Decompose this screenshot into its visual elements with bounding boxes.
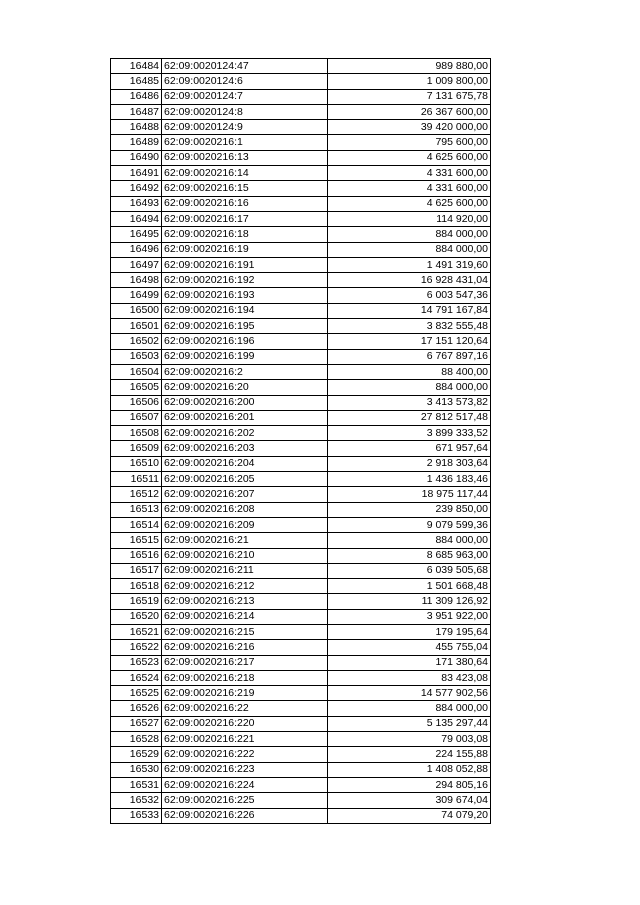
cadastral-number-cell: 62:09:0020216:224 [162, 777, 328, 792]
table-row [111, 89, 491, 104]
table-row [111, 640, 491, 655]
table-row [111, 334, 491, 349]
row-number-cell: 16517 [111, 563, 162, 578]
amount-cell: 884 000,00 [328, 227, 491, 242]
amount-cell: 884 000,00 [328, 533, 491, 548]
cadastral-number-cell: 62:09:0020216:13 [162, 150, 328, 165]
table-row [111, 579, 491, 594]
table-row [111, 456, 491, 471]
amount-cell: 6 767 897,16 [328, 349, 491, 364]
cadastral-number-cell: 62:09:0020216:15 [162, 181, 328, 196]
cadastral-number-cell: 62:09:0020216:223 [162, 762, 328, 777]
cadastral-number-cell: 62:09:0020216:195 [162, 319, 328, 334]
cadastral-number-cell: 62:09:0020216:193 [162, 288, 328, 303]
cadastral-number-cell: 62:09:0020216:213 [162, 594, 328, 609]
row-number-cell: 16489 [111, 135, 162, 150]
cadastral-number-cell: 62:09:0020216:14 [162, 166, 328, 181]
amount-cell: 83 423,08 [328, 670, 491, 685]
amount-cell: 27 812 517,48 [328, 410, 491, 425]
cadastral-number-cell: 62:09:0020216:191 [162, 257, 328, 272]
table-body [111, 59, 491, 824]
row-number-cell: 16528 [111, 732, 162, 747]
table-row [111, 364, 491, 379]
cadastral-number-cell: 62:09:0020216:209 [162, 517, 328, 532]
cadastral-number-cell: 62:09:0020216:21 [162, 533, 328, 548]
row-number-cell: 16486 [111, 89, 162, 104]
row-number-cell: 16510 [111, 456, 162, 471]
data-table-container [110, 58, 491, 824]
amount-cell: 171 380,64 [328, 655, 491, 670]
amount-cell: 294 805,16 [328, 777, 491, 792]
row-number-cell: 16525 [111, 686, 162, 701]
row-number-cell: 16527 [111, 716, 162, 731]
table-row [111, 793, 491, 808]
amount-cell: 3 899 333,52 [328, 426, 491, 441]
cadastral-number-cell: 62:09:0020216:201 [162, 410, 328, 425]
table-row [111, 181, 491, 196]
row-number-cell: 16507 [111, 410, 162, 425]
row-number-cell: 16504 [111, 364, 162, 379]
amount-cell: 39 420 000,00 [328, 120, 491, 135]
cadastral-number-cell: 62:09:0020216:222 [162, 747, 328, 762]
cadastral-number-cell: 62:09:0020216:220 [162, 716, 328, 731]
amount-cell: 884 000,00 [328, 242, 491, 257]
table-row [111, 104, 491, 119]
table-row [111, 380, 491, 395]
cadastral-number-cell: 62:09:0020216:2 [162, 364, 328, 379]
row-number-cell: 16500 [111, 303, 162, 318]
table-row [111, 135, 491, 150]
cadastral-number-cell: 62:09:0020216:16 [162, 196, 328, 211]
table-row [111, 472, 491, 487]
amount-cell: 1 491 319,60 [328, 257, 491, 272]
cadastral-number-cell: 62:09:0020216:211 [162, 563, 328, 578]
table-row [111, 166, 491, 181]
amount-cell: 26 367 600,00 [328, 104, 491, 119]
cadastral-number-cell: 62:09:0020216:203 [162, 441, 328, 456]
row-number-cell: 16495 [111, 227, 162, 242]
cadastral-number-cell: 62:09:0020216:204 [162, 456, 328, 471]
row-number-cell: 16530 [111, 762, 162, 777]
amount-cell: 224 155,88 [328, 747, 491, 762]
amount-cell: 18 975 117,44 [328, 487, 491, 502]
cadastral-number-cell: 62:09:0020216:18 [162, 227, 328, 242]
row-number-cell: 16484 [111, 59, 162, 74]
amount-cell: 989 880,00 [328, 59, 491, 74]
table-row [111, 319, 491, 334]
row-number-cell: 16529 [111, 747, 162, 762]
amount-cell: 3 832 555,48 [328, 319, 491, 334]
cadastral-number-cell: 62:09:0020216:1 [162, 135, 328, 150]
table-row [111, 777, 491, 792]
row-number-cell: 16514 [111, 517, 162, 532]
table-row [111, 288, 491, 303]
amount-cell: 309 674,04 [328, 793, 491, 808]
cadastral-number-cell: 62:09:0020124:8 [162, 104, 328, 119]
table-row [111, 701, 491, 716]
row-number-cell: 16532 [111, 793, 162, 808]
amount-cell: 1 436 183,46 [328, 472, 491, 487]
table-row [111, 655, 491, 670]
cadastral-number-cell: 62:09:0020216:199 [162, 349, 328, 364]
cadastral-number-cell: 62:09:0020216:202 [162, 426, 328, 441]
cadastral-number-cell: 62:09:0020216:196 [162, 334, 328, 349]
cadastral-number-cell: 62:09:0020216:217 [162, 655, 328, 670]
cadastral-number-cell: 62:09:0020216:22 [162, 701, 328, 716]
cadastral-number-cell: 62:09:0020216:219 [162, 686, 328, 701]
cadastral-number-cell: 62:09:0020124:7 [162, 89, 328, 104]
amount-cell: 4 625 600,00 [328, 196, 491, 211]
row-number-cell: 16485 [111, 74, 162, 89]
cadastral-number-cell: 62:09:0020216:205 [162, 472, 328, 487]
row-number-cell: 16488 [111, 120, 162, 135]
table-row [111, 502, 491, 517]
row-number-cell: 16519 [111, 594, 162, 609]
row-number-cell: 16522 [111, 640, 162, 655]
row-number-cell: 16490 [111, 150, 162, 165]
amount-cell: 8 685 963,00 [328, 548, 491, 563]
table-row [111, 594, 491, 609]
cadastral-number-cell: 62:09:0020216:216 [162, 640, 328, 655]
cadastral-number-cell: 62:09:0020216:212 [162, 579, 328, 594]
row-number-cell: 16520 [111, 609, 162, 624]
row-number-cell: 16513 [111, 502, 162, 517]
table-row [111, 533, 491, 548]
amount-cell: 455 755,04 [328, 640, 491, 655]
amount-cell: 671 957,64 [328, 441, 491, 456]
amount-cell: 3 951 922,00 [328, 609, 491, 624]
cadastral-number-cell: 62:09:0020216:207 [162, 487, 328, 502]
amount-cell: 11 309 126,92 [328, 594, 491, 609]
table-row [111, 762, 491, 777]
table-row [111, 196, 491, 211]
table-row [111, 426, 491, 441]
amount-cell: 9 079 599,36 [328, 517, 491, 532]
cadastral-number-cell: 62:09:0020216:214 [162, 609, 328, 624]
row-number-cell: 16499 [111, 288, 162, 303]
row-number-cell: 16503 [111, 349, 162, 364]
amount-cell: 6 003 547,36 [328, 288, 491, 303]
amount-cell: 4 331 600,00 [328, 181, 491, 196]
cadastral-number-cell: 62:09:0020216:200 [162, 395, 328, 410]
cadastral-number-cell: 62:09:0020216:215 [162, 624, 328, 639]
table-row [111, 441, 491, 456]
row-number-cell: 16521 [111, 624, 162, 639]
row-number-cell: 16496 [111, 242, 162, 257]
table-row [111, 410, 491, 425]
amount-cell: 74 079,20 [328, 808, 491, 823]
cadastral-number-cell: 62:09:0020216:19 [162, 242, 328, 257]
amount-cell: 16 928 431,04 [328, 273, 491, 288]
table-row [111, 242, 491, 257]
table-row [111, 211, 491, 226]
amount-cell: 4 625 600,00 [328, 150, 491, 165]
row-number-cell: 16516 [111, 548, 162, 563]
table-row [111, 487, 491, 502]
row-number-cell: 16524 [111, 670, 162, 685]
row-number-cell: 16515 [111, 533, 162, 548]
row-number-cell: 16533 [111, 808, 162, 823]
table-row [111, 716, 491, 731]
table-row [111, 517, 491, 532]
cadastral-number-cell: 62:09:0020216:226 [162, 808, 328, 823]
amount-cell: 14 577 902,56 [328, 686, 491, 701]
amount-cell: 884 000,00 [328, 701, 491, 716]
cadastral-number-cell: 62:09:0020216:194 [162, 303, 328, 318]
table-row [111, 808, 491, 823]
table-row [111, 747, 491, 762]
row-number-cell: 16506 [111, 395, 162, 410]
row-number-cell: 16492 [111, 181, 162, 196]
amount-cell: 1 009 800,00 [328, 74, 491, 89]
cadastral-number-cell: 62:09:0020216:17 [162, 211, 328, 226]
row-number-cell: 16502 [111, 334, 162, 349]
cadastral-number-cell: 62:09:0020124:9 [162, 120, 328, 135]
table-row [111, 609, 491, 624]
cadastral-number-cell: 62:09:0020124:6 [162, 74, 328, 89]
table-row [111, 150, 491, 165]
amount-cell: 179 195,64 [328, 624, 491, 639]
row-number-cell: 16498 [111, 273, 162, 288]
data-table [110, 58, 491, 824]
cadastral-number-cell: 62:09:0020216:208 [162, 502, 328, 517]
row-number-cell: 16505 [111, 380, 162, 395]
table-row [111, 686, 491, 701]
amount-cell: 795 600,00 [328, 135, 491, 150]
amount-cell: 7 131 675,78 [328, 89, 491, 104]
amount-cell: 5 135 297,44 [328, 716, 491, 731]
amount-cell: 1 408 052,88 [328, 762, 491, 777]
row-number-cell: 16494 [111, 211, 162, 226]
row-number-cell: 16512 [111, 487, 162, 502]
table-row [111, 303, 491, 318]
table-row [111, 273, 491, 288]
table-row [111, 670, 491, 685]
amount-cell: 239 850,00 [328, 502, 491, 517]
amount-cell: 88 400,00 [328, 364, 491, 379]
amount-cell: 79 003,08 [328, 732, 491, 747]
row-number-cell: 16511 [111, 472, 162, 487]
row-number-cell: 16508 [111, 426, 162, 441]
cadastral-number-cell: 62:09:0020124:47 [162, 59, 328, 74]
table-row [111, 548, 491, 563]
row-number-cell: 16526 [111, 701, 162, 716]
row-number-cell: 16518 [111, 579, 162, 594]
row-number-cell: 16523 [111, 655, 162, 670]
row-number-cell: 16493 [111, 196, 162, 211]
cadastral-number-cell: 62:09:0020216:218 [162, 670, 328, 685]
table-row [111, 257, 491, 272]
table-row [111, 74, 491, 89]
cadastral-number-cell: 62:09:0020216:221 [162, 732, 328, 747]
row-number-cell: 16501 [111, 319, 162, 334]
table-row [111, 120, 491, 135]
table-row [111, 349, 491, 364]
cadastral-number-cell: 62:09:0020216:225 [162, 793, 328, 808]
cadastral-number-cell: 62:09:0020216:20 [162, 380, 328, 395]
table-row [111, 624, 491, 639]
cadastral-number-cell: 62:09:0020216:210 [162, 548, 328, 563]
table-row [111, 59, 491, 74]
amount-cell: 6 039 505,68 [328, 563, 491, 578]
row-number-cell: 16497 [111, 257, 162, 272]
table-row [111, 227, 491, 242]
amount-cell: 114 920,00 [328, 211, 491, 226]
row-number-cell: 16491 [111, 166, 162, 181]
row-number-cell: 16487 [111, 104, 162, 119]
amount-cell: 4 331 600,00 [328, 166, 491, 181]
amount-cell: 1 501 668,48 [328, 579, 491, 594]
amount-cell: 3 413 573,82 [328, 395, 491, 410]
amount-cell: 884 000,00 [328, 380, 491, 395]
cadastral-number-cell: 62:09:0020216:192 [162, 273, 328, 288]
table-row [111, 395, 491, 410]
amount-cell: 17 151 120,64 [328, 334, 491, 349]
table-row [111, 563, 491, 578]
row-number-cell: 16531 [111, 777, 162, 792]
amount-cell: 14 791 167,84 [328, 303, 491, 318]
row-number-cell: 16509 [111, 441, 162, 456]
amount-cell: 2 918 303,64 [328, 456, 491, 471]
table-row [111, 732, 491, 747]
